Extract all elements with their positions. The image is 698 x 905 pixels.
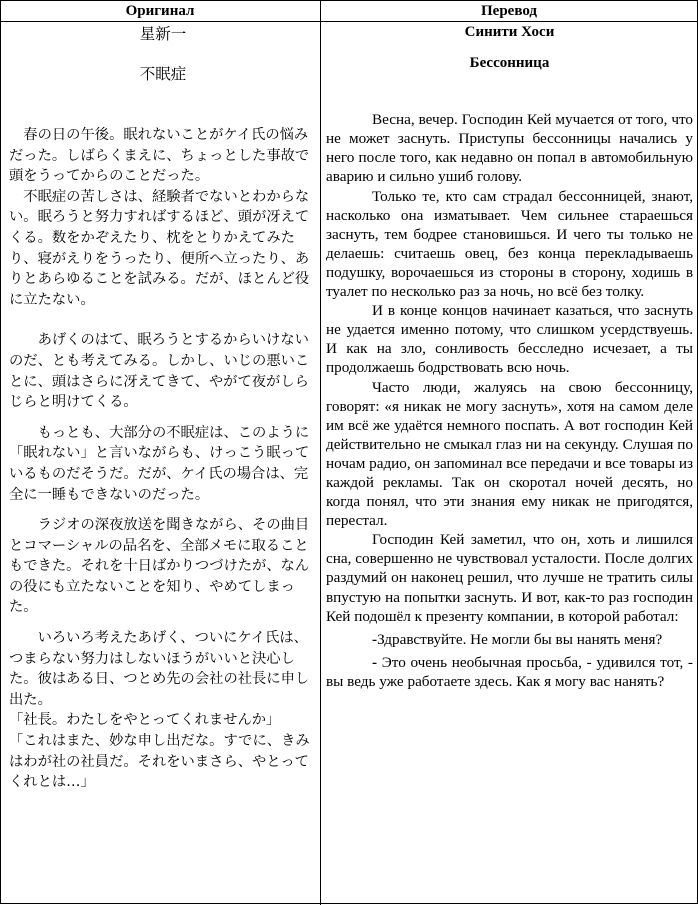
translation-paragraph: Весна, вечер. Господин Кей мучается от того, что не может заснуть. Приступы бессонницы начались у него после того, как недавно он попал в автомобильную аварию и сильно ушиб голову.: [326, 111, 693, 186]
original-column: [9, 23, 317, 793]
original-paragraph: ラジオの深夜放送を聞きながら、その曲目とコマーシャルの品名を、全部メモに取ることもできた。それを十日ばかりつづけたが、なんの役にも立たないことを知り、やめてしまった。: [9, 517, 310, 616]
translation-paragraph: Часто люди, жалуясь на свою бессонницу, говорят: «я никак не могу заснуть», хотя на самом деле им всё же удаётся немного поспать. А вот господин Кей действительно не смыкал глаз ни на секунду. Слушая по ночам радио, он запоминал все передачи и все товары из каждой рекламы. Так он скоротал ночей десять, но когда понял, что эти знания ему никак не пригодятся, перестал.: [326, 378, 694, 530]
header-translation: Перевод: [481, 3, 537, 19]
header-original: Оригинал: [125, 3, 195, 19]
original-paragraph: あげくのはて、眠ろうとするからいけないのだ、とも考えてみる。しかし、いじの悪いことに、頭はさらに冴えてきて、やがて夜がしらじらと明けてくる。: [9, 332, 310, 411]
translation-dialogue: [326, 630, 693, 649]
translation-column: [326, 23, 693, 691]
original-author: 星新一: [139, 25, 187, 43]
dialogue-dash: -: [372, 653, 378, 671]
translation-title: Бессонница: [469, 55, 550, 72]
original-dialogue: 「社長。わたしをやとってくれませんか」: [9, 712, 281, 729]
table-header: [1, 1, 698, 22]
dialogue-dash: -: [372, 630, 378, 648]
translation-author: Синити Хоси: [464, 24, 555, 40]
translation-paragraph: Господин Кей заметил, что он, хоть и лишился сна, совершенно не чувствовал усталости. После долгих раздумий он наконец решил, что лучше не тратить силы впустую на попытки заснуть. И вот, как-то раз господин Кей подошёл к презенту компании, в которой работал:: [326, 531, 693, 625]
dialogue-text: Здравствуйте. Не могли бы вы нанять меня?: [377, 630, 663, 648]
dialogue-text: Это очень необычная просьба, - удивился тот, - вы ведь уже работаете здесь. Как я могу вас нанять?: [326, 653, 693, 690]
original-paragraph: 春の日の午後。眠れないことがケイ氏の悩みだった。しばらくまえに、ちょっとした事故で頭をうってからのことだった。: [9, 127, 310, 185]
translation-paragraph: Только те, кто сам страдал бессонницей, знают, насколько она изматывает. Чем сильнее стараешься заснуть, тем бодрее становишься. И чего ты только не делаешь: считаешь овец, без конца перекладываешь подушку, ворочаешься из стороны в сторону, ходишь в туалет по несколько раз за ночь, но всё без толку.: [326, 187, 693, 301]
translation-dialogue: [326, 653, 693, 691]
original-paragraph: もっとも、大部分の不眠症は、このように「眠れない」と言いながらも、けっこう眠っているものだそうだ。だが、ケイ氏の場合は、完全に一睡もできないのだった。: [9, 424, 310, 503]
original-dialogue: 「これはまた、妙な申し出だな。すでに、きみはわが社の社員だ。それをいまさら、やとってくれとは…」: [9, 733, 310, 791]
original-title: 不眠症: [139, 65, 187, 83]
column-divider: [320, 1, 321, 905]
original-paragraph: 不眠症の苦しさは、経験者でないとわからない。眠ろうと努力すればするほど、頭が冴えてくる。数をかぞえたり、枕をとりかえてみたり、寝がえりをうったり、便所へ立ったり、ありとあらゆることを試みる。だが、ほとんど役に立たない。: [9, 188, 310, 308]
translation-paragraph: И в конце концов начинает казаться, что заснуть не удается именно потому, что слишком усердствуешь. И как на зло, сонливость бесследно исчезает, а ты продолжаешь бодрствовать всю ночь.: [326, 302, 693, 377]
original-paragraph: いろいろ考えたあげく、ついにケイ氏は、つまらない努力はしないほうがいいと決心した。彼はある日、つとめ先の会社の社長に申し出た。: [9, 630, 310, 708]
